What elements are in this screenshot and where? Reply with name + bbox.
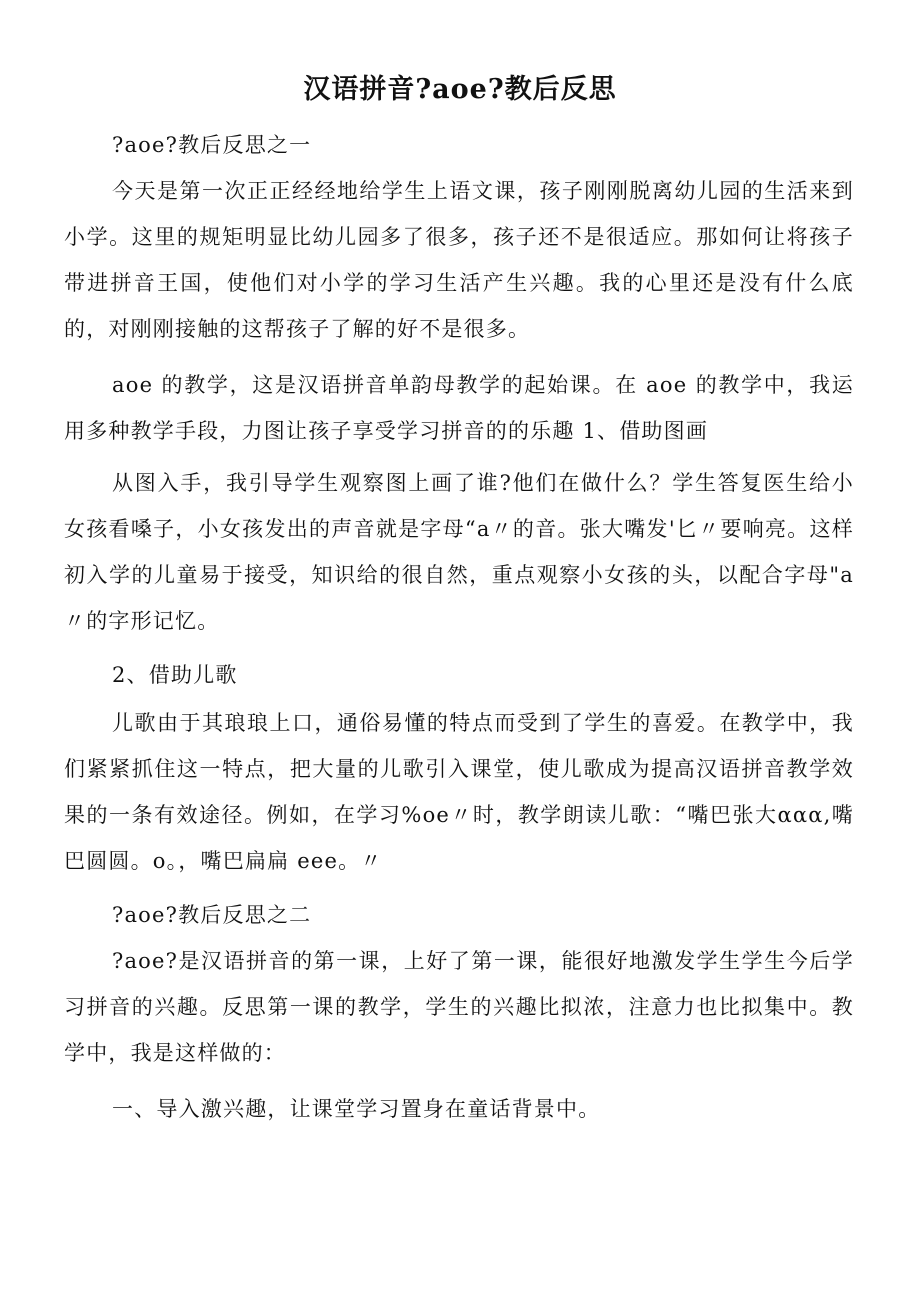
paragraph-heading-songs: 2、借助儿歌 (112, 663, 238, 687)
section-heading-two: ?aoe?教后反思之二 (112, 903, 312, 927)
paragraph-intro: 今天是第一次正正经经地给学生上语文课，孩子刚刚脱离幼儿园的生活来到小学。这里的规矩明显比幼儿园多了很多，孩子还不是很适应。那如何让将孩子带进拼音王国，使他们对小学的学习生活产生兴趣。我的心里还是没有什么底的，对刚刚接触的这帮孩子了解的好不是很多。 (64, 179, 854, 341)
paragraph-picture-method: 从图入手，我引导学生观察图上画了谁?他们在做什么？学生答复医生给小女孩看嗓子，小女孩发出的声音就是字母“a〃的音。张大嘴发'匕〃要响亮。这样初入学的儿童易于接受，知识给的很自然，重点观察小女孩的头，以配合字母"a〃的字形记忆。 (64, 471, 854, 633)
paragraph-first-lesson: ?aoe?是汉语拼音的第一课，上好了第一课，能很好地激发学生学生今后学习拼音的兴趣。反思第一课的教学，学生的兴趣比拟浓，注意力也比拟集中。教学中，我是这样做的： (64, 949, 854, 1065)
paragraph-step-one: 一、导入激兴趣，让课堂学习置身在童话背景中。 (112, 1097, 601, 1121)
paragraph-songs: 儿歌由于其琅琅上口，通俗易懂的特点而受到了学生的喜爱。在教学中，我们紧紧抓住这一特点，把大量的儿歌引入课堂，使儿歌成为提高汉语拼音教学效果的一条有效途径。例如，在学习%oe〃时，教学朗读儿歌：“嘴巴张大ααα,嘴巴圆圆。o。，嘴巴扁扁 eee。〃 (64, 711, 854, 873)
document-title: 汉语拼音?aoe?教后反思 (303, 74, 617, 105)
paragraph-aoe-teaching: aoe 的教学，这是汉语拼音单韵母教学的起始课。在 aoe 的教学中，我运用多种教学手段，力图让孩子享受学习拼音的的乐趣 1、借助图画 (64, 373, 854, 443)
section-heading-one: ?aoe?教后反思之一 (112, 133, 312, 157)
